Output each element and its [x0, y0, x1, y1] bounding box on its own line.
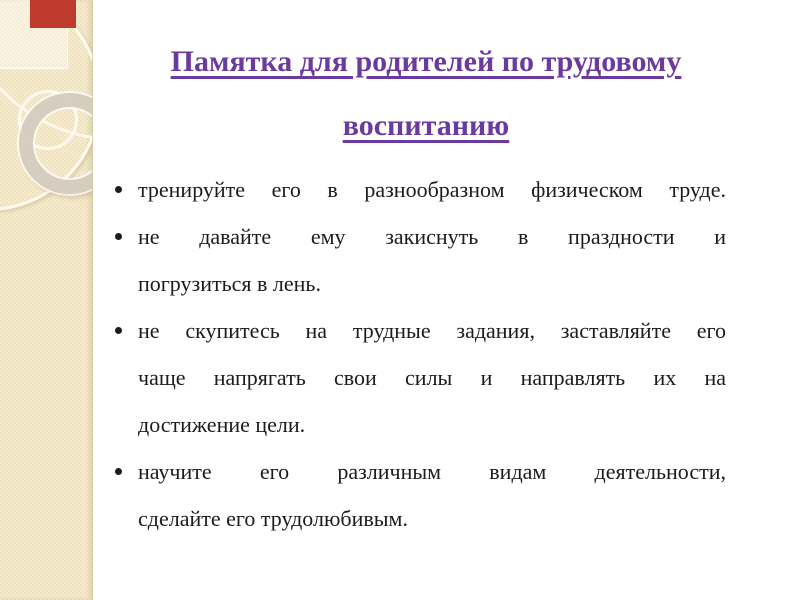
bullet-line: погрузиться в лень. [138, 271, 321, 296]
bullet-dot [115, 468, 122, 475]
bullet-line: чаще напрягать свои силы и направлять их на [138, 365, 726, 390]
slide-title [106, 30, 746, 158]
bullet-dot [115, 327, 122, 334]
bullet-item [114, 448, 726, 542]
bullet-line: тренируйте его в разнообразном физическом труде. [138, 177, 726, 202]
bullet-line: научите его различным видам деятельности, [138, 459, 726, 484]
bullet-line: сделайте его трудолюбивым. [138, 506, 408, 531]
bullet-item [114, 307, 726, 448]
bullet-dot [115, 186, 122, 193]
theme-sidebar [0, 0, 93, 600]
bullet-dot [115, 233, 122, 240]
slide-title-line1: Памятка для родителей по трудовому [170, 45, 682, 78]
bullet-line: не скупитесь на трудные задания, заставляйте его [138, 318, 726, 343]
red-accent-bar [30, 0, 76, 28]
bullet-item [114, 166, 726, 213]
bullet-line: достижение цели. [138, 412, 306, 437]
bullet-line: не давайте ему закиснуть в праздности и [138, 224, 726, 249]
slide-title-line2: воспитанию [342, 109, 510, 142]
bullet-list [114, 166, 726, 542]
bullet-item [114, 213, 726, 307]
